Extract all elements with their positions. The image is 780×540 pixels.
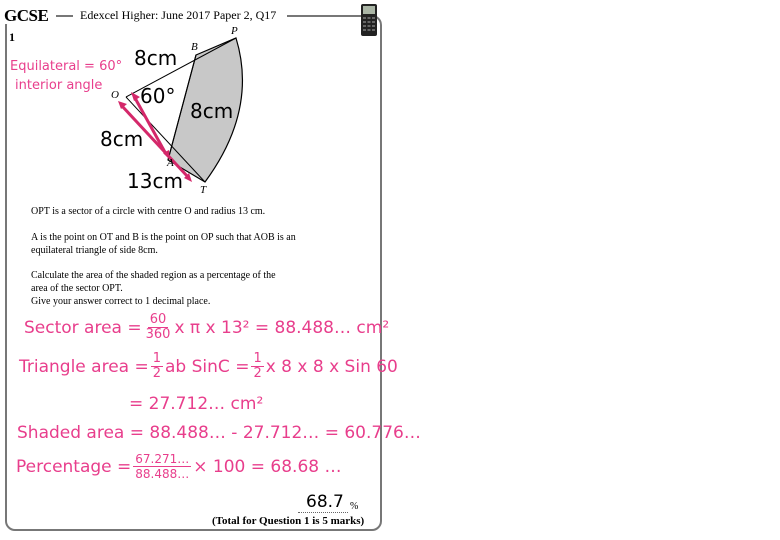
label-o: O: [111, 89, 119, 101]
question-text-3a: Calculate the area of the shaded region as a percentage of the: [31, 270, 276, 281]
percentage-rest: × 100 = 68.68 …: [193, 456, 342, 477]
half-fraction-1-num: 1: [152, 351, 162, 366]
percentage-fraction-num: 67.271…: [135, 452, 190, 466]
question-text-2a: A is the point on OT and B is the point on OP such that AOB is an: [31, 232, 296, 243]
half-fraction-2-num: 1: [253, 351, 262, 366]
triangle-area-line: [19, 352, 398, 381]
half-fraction-1: [151, 352, 163, 381]
label-b: B: [191, 41, 198, 53]
paper-title: Edexcel Higher: June 2017 Paper 2, Q17: [80, 8, 277, 22]
shaded-area-line: Shaded area = 88.488… - 27.712… = 60.776…: [17, 423, 421, 443]
label-t: T: [200, 184, 207, 196]
answer-line: [298, 512, 348, 513]
sector-fraction-num: 60: [149, 312, 167, 327]
answer-value: 68.7: [306, 492, 344, 512]
question-text-1: OPT is a sector of a circle with centre O and radius 13 cm.: [31, 206, 266, 217]
label-ot-length: 13cm: [127, 169, 183, 193]
triangle-area-result: = 27.712… cm²: [129, 394, 264, 414]
percentage-label: Percentage =: [16, 456, 132, 477]
label-a: A: [167, 157, 174, 169]
sector-area-label: Sector area =: [24, 317, 142, 338]
question-text-3c: Give your answer correct to 1 decimal place.: [31, 296, 211, 307]
triangle-formula: ab SinC =: [165, 356, 250, 377]
half-fraction-2: [251, 352, 263, 381]
label-ob-length: 8cm: [134, 46, 178, 70]
triangle-area-label: Triangle area =: [19, 356, 149, 377]
percentage-fraction-den: 88.488…: [135, 467, 190, 481]
question-text-3b: area of the sector OPT.: [31, 283, 123, 294]
sector-area-line: [24, 313, 389, 342]
question-number: 1: [9, 30, 15, 44]
total-marks: (Total for Question 1 is 5 marks): [212, 515, 365, 527]
triangle-area-rest: x 8 x 8 x Sin 60: [265, 356, 398, 377]
gcse-logo: GCSE: [4, 6, 49, 25]
label-ab-length: 8cm: [190, 99, 234, 123]
answer-unit: %: [350, 501, 359, 512]
interior-angle-note: interior angle: [15, 78, 103, 93]
sector-area-rest: x π x 13² = 88.488… cm²: [174, 317, 390, 338]
sector-fraction: [144, 313, 173, 342]
sector-fraction-den: 360: [145, 327, 171, 342]
label-angle: 60°: [140, 84, 176, 108]
half-fraction-2-den: 2: [253, 366, 262, 381]
label-oa-length: 8cm: [100, 127, 144, 151]
question-text-2b: equilateral triangle of side 8cm.: [31, 245, 158, 256]
label-p: P: [231, 25, 238, 37]
percentage-line: [16, 452, 342, 481]
percentage-fraction: [133, 452, 191, 481]
equilateral-note: Equilateral = 60°: [10, 59, 123, 74]
half-fraction-1-den: 2: [152, 366, 162, 381]
